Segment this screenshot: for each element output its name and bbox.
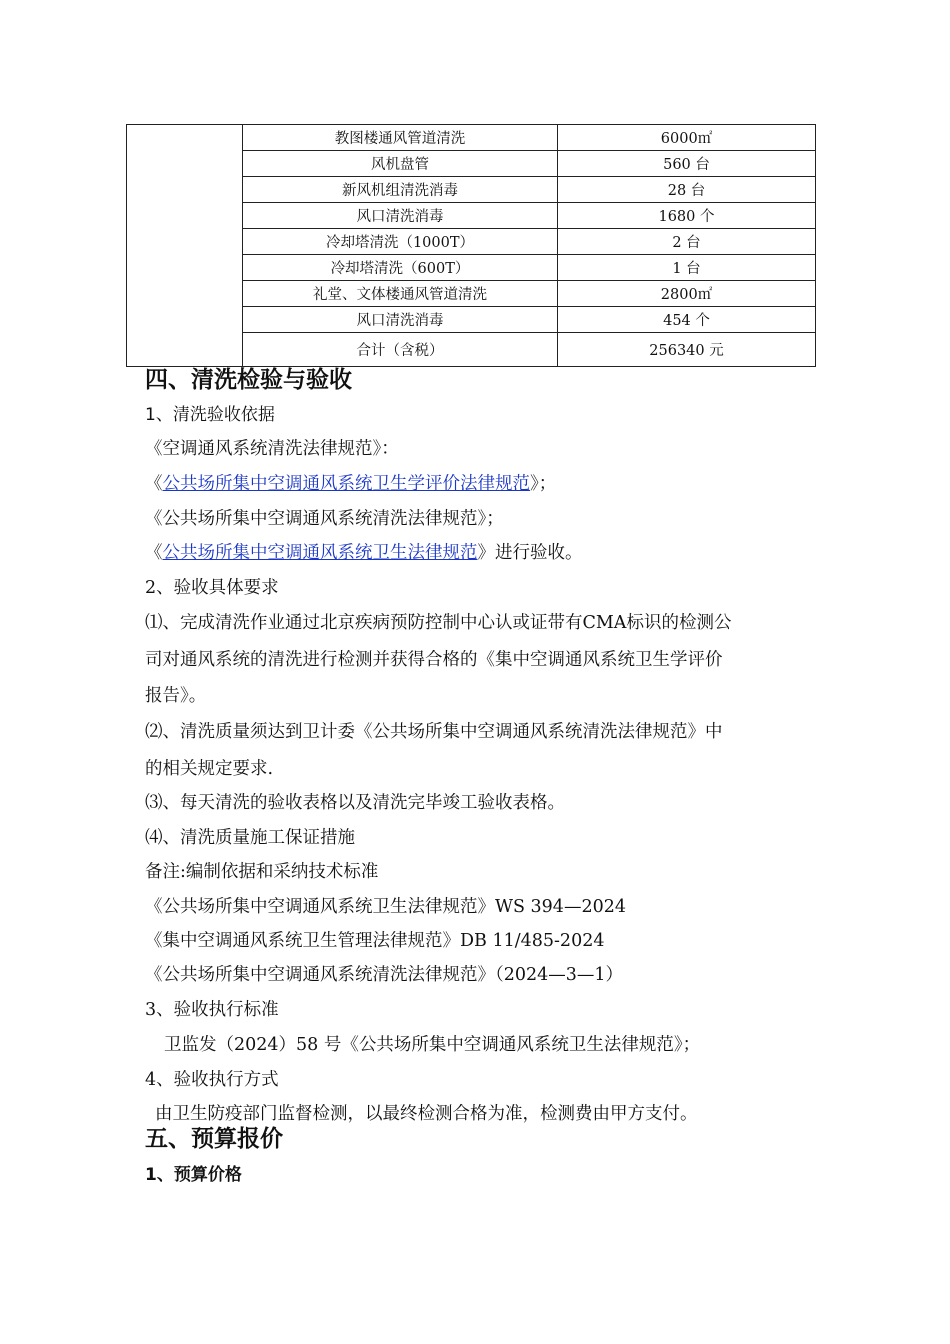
subsection-budget-price: 1、预算价格 xyxy=(145,1165,242,1185)
execution-mode-text: 由卫生防疫部门监督检测，以最终检测合格为准，检测费由甲方支付。 xyxy=(155,1104,698,1124)
item-cell: 风口清洗消毒 xyxy=(243,203,558,229)
quantity-cell: 1680 个 xyxy=(558,203,816,229)
requirement-1-line-2: 司对通风系统的清洗进行检测并获得合格的《集中空调通风系统卫生学评价 xyxy=(145,650,723,670)
item-cell: 风口清洗消毒 xyxy=(243,307,558,333)
quantity-cell: 560 台 xyxy=(558,151,816,177)
item-cell: 冷却塔清洗（1000T） xyxy=(243,229,558,255)
item-cell: 风机盘管 xyxy=(243,151,558,177)
requirement-4: ⑷、清洗质量施工保证措施 xyxy=(145,828,355,848)
quantity-cell: 6000㎡ xyxy=(558,125,816,151)
subsection-acceptance-basis: 1、清洗验收依据 xyxy=(145,405,275,425)
quantity-cell: 256340 元 xyxy=(558,333,816,367)
standard-2: 《集中空调通风系统卫生管理法律规范》DB 11/485-2024 xyxy=(145,931,605,951)
execution-standard-text: 卫监发（2024）58 号《公共场所集中空调通风系统卫生法律规范》； xyxy=(164,1035,701,1055)
quantity-cell: 2 台 xyxy=(558,229,816,255)
note: 备注:编制依据和采纳技术标准 xyxy=(145,862,379,882)
basis-link-hygiene-standard[interactable]: 公共场所集中空调通风系统卫生法律规范 xyxy=(162,543,478,563)
requirement-2-line-1: ⑵、清洗质量须达到卫计委《公共场所集中空调通风系统清洗法律规范》中 xyxy=(145,722,723,742)
standard-1: 《公共场所集中空调通风系统卫生法律规范》WS 394—2024 xyxy=(145,897,626,917)
cleaning-items-table xyxy=(126,124,816,367)
quantity-cell: 28 台 xyxy=(558,177,816,203)
requirement-1-line-1: ⑴、完成清洗作业通过北京疾病预防控制中心认或证带有CMA标识的检测公 xyxy=(145,613,732,633)
quantity-cell: 2800㎡ xyxy=(558,281,816,307)
basis-item-2: 《公共场所集中空调通风系统卫生学评价法律规范》； xyxy=(145,474,557,494)
requirement-2-line-2: 的相关规定要求. xyxy=(145,759,274,779)
item-cell: 新风机组清洗消毒 xyxy=(243,177,558,203)
requirement-1-line-3: 报告》。 xyxy=(145,686,207,706)
quantity-cell: 454 个 xyxy=(558,307,816,333)
subsection-execution-standard: 3、验收执行标准 xyxy=(145,1000,279,1020)
requirement-3: ⑶、每天清洗的验收表格以及清洗完毕竣工验收表格。 xyxy=(145,793,565,813)
basis-item-4: 《公共场所集中空调通风系统卫生法律规范》进行验收。 xyxy=(145,543,583,563)
basis-item-3: 《公共场所集中空调通风系统清洗法律规范》； xyxy=(145,509,504,529)
item-cell: 教图楼通风管道清洗 xyxy=(243,125,558,151)
subsection-acceptance-requirements: 2、验收具体要求 xyxy=(145,578,279,598)
basis-link-hygiene-evaluation[interactable]: 公共场所集中空调通风系统卫生学评价法律规范 xyxy=(162,474,530,494)
section-5-heading: 五、预算报价 xyxy=(145,1126,283,1152)
item-cell: 合计（含税） xyxy=(243,333,558,367)
section-4-heading: 四、清洗检验与验收 xyxy=(145,367,352,393)
quantity-cell: 1 台 xyxy=(558,255,816,281)
item-cell: 礼堂、文体楼通风管道清洗 xyxy=(243,281,558,307)
item-cell: 冷却塔清洗（600T） xyxy=(243,255,558,281)
subsection-execution-mode: 4、验收执行方式 xyxy=(145,1070,279,1090)
standard-3: 《公共场所集中空调通风系统清洗法律规范》（2024—3—1） xyxy=(145,965,624,985)
basis-item-1: 《空调通风系统清洗法律规范》： xyxy=(145,439,399,459)
table-row xyxy=(127,125,816,151)
merged-category-cell xyxy=(127,125,243,367)
